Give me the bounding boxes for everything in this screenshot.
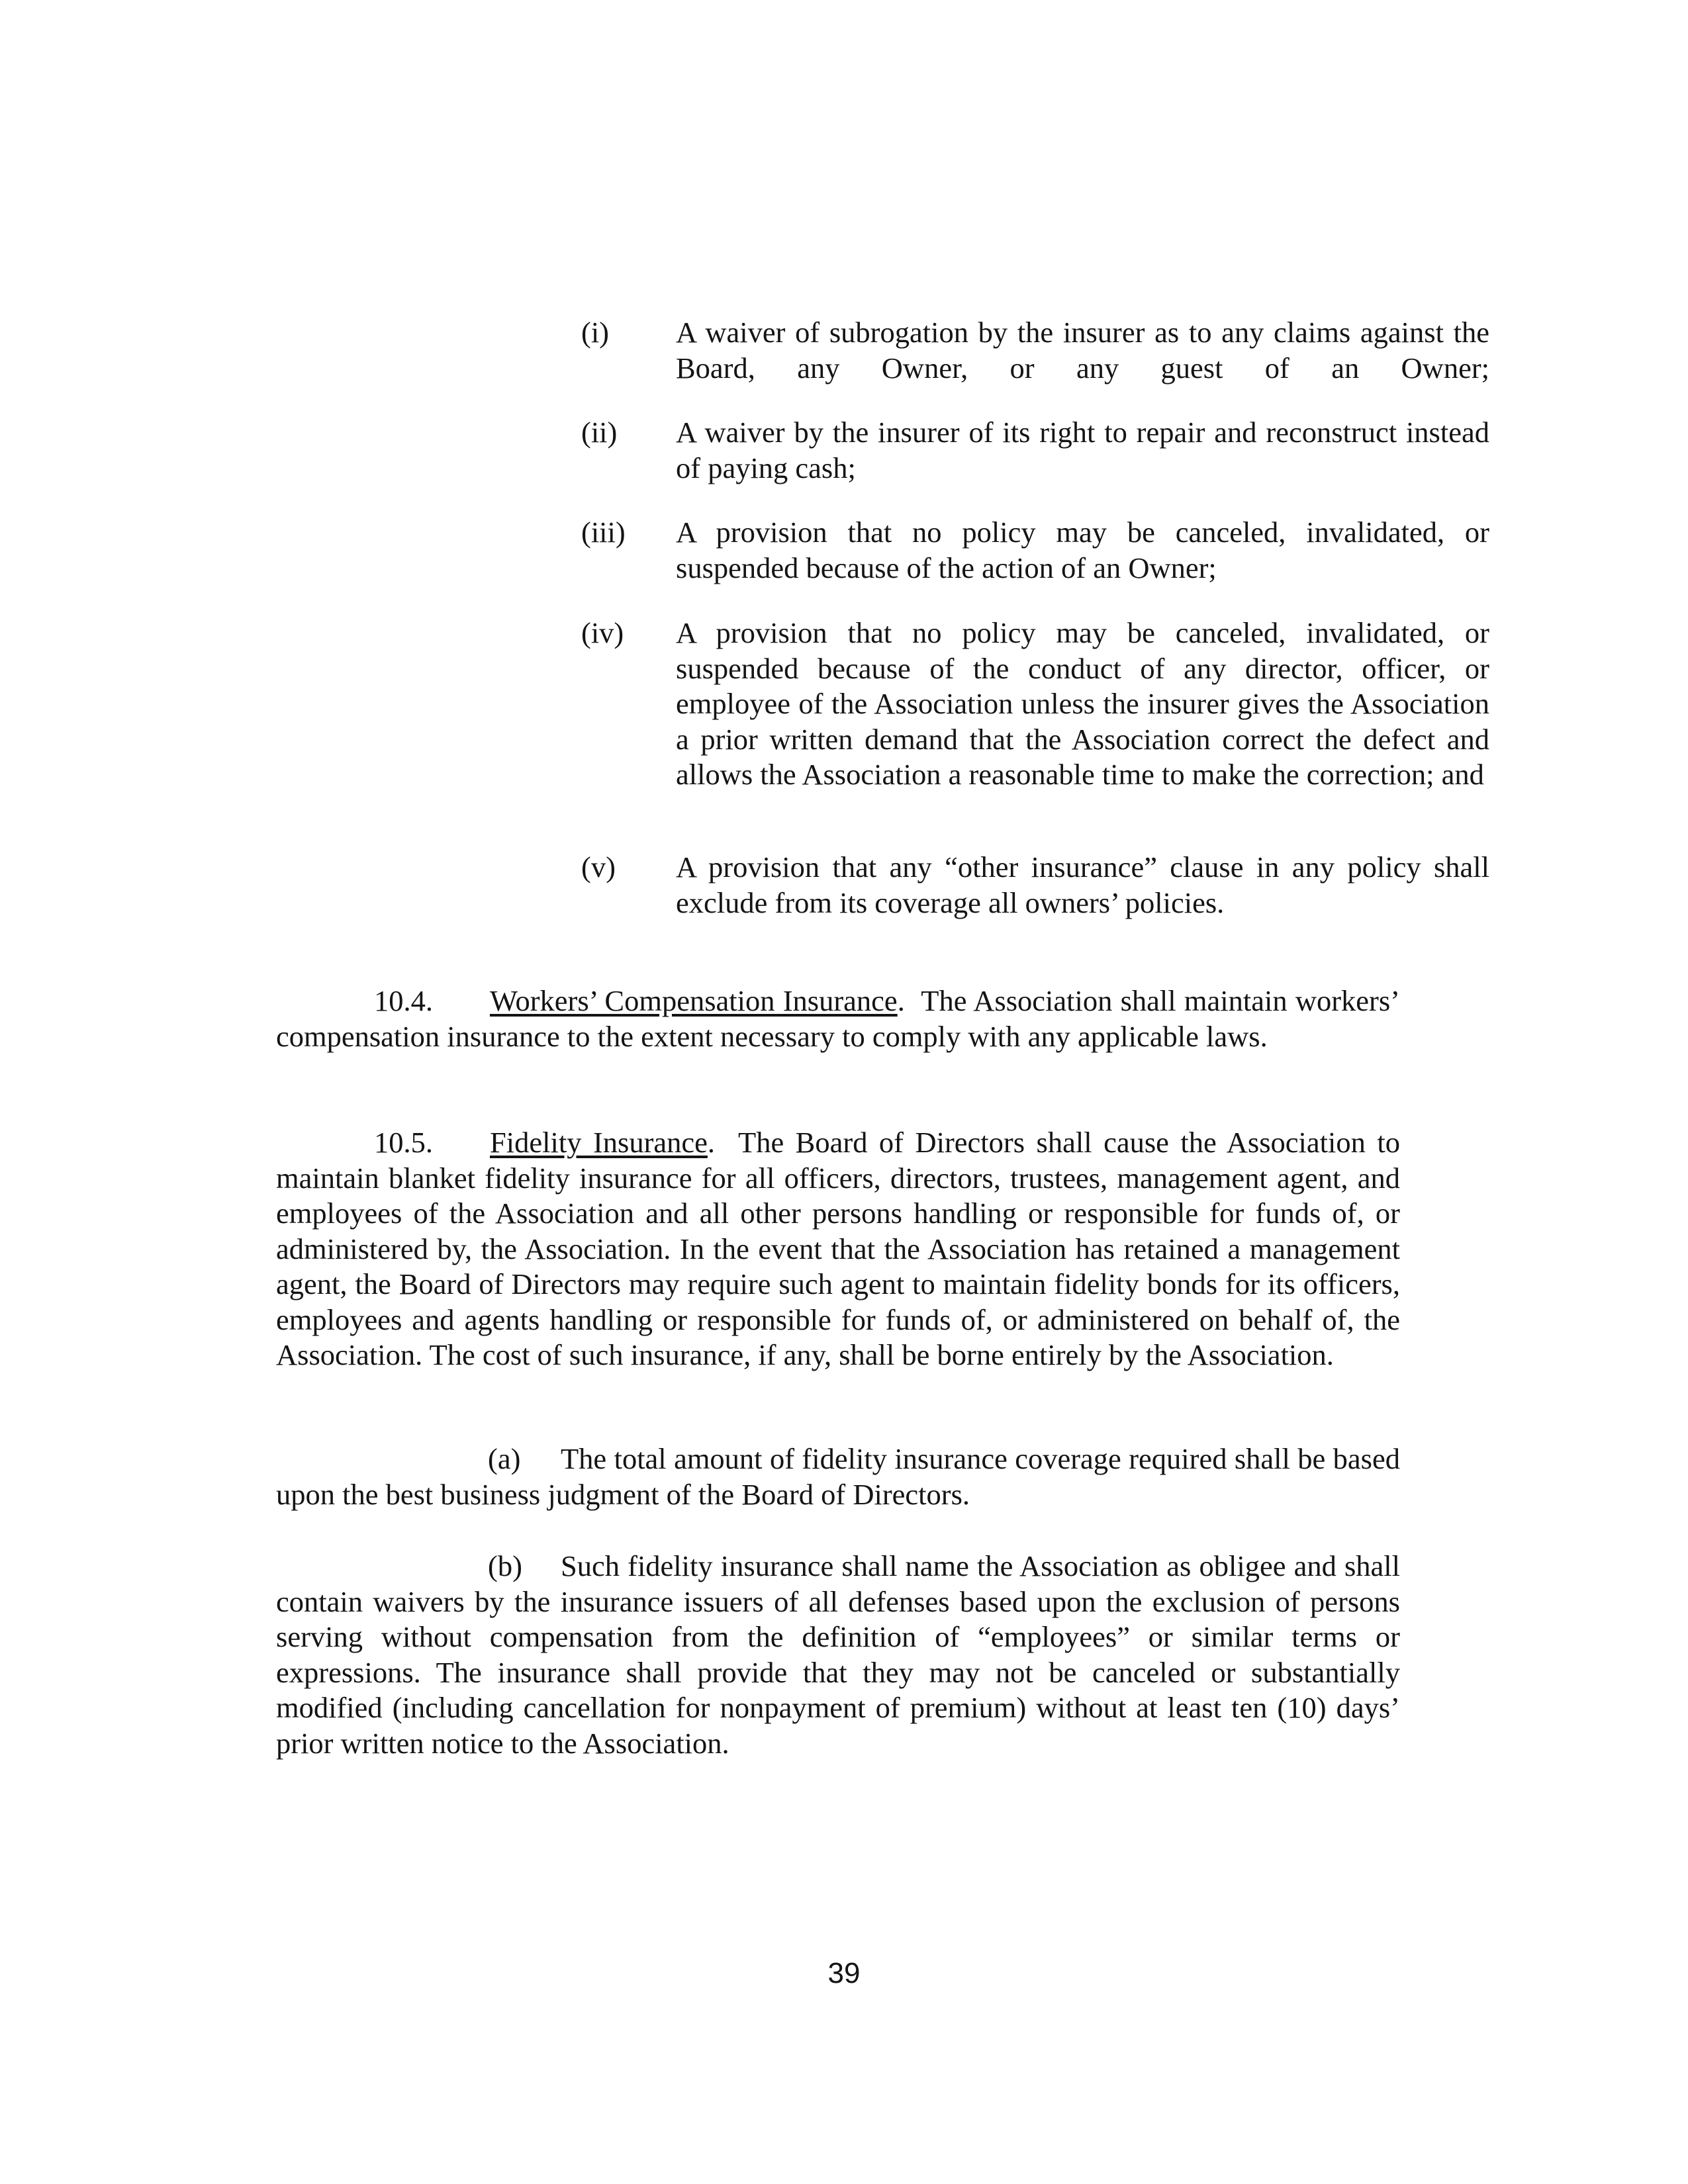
list-item-number: (ii) bbox=[581, 416, 618, 449]
list-item-text: A provision that no policy may be canceled, invalidated, or suspended because of the action of an Owner; bbox=[676, 516, 1489, 584]
list-item-number: (v) bbox=[581, 850, 616, 884]
subsection-text: Such fidelity insurance shall name the Association as obligee and shall contain waivers by the insurance issuers of all defenses based upon the exclusion of persons serving without compensation from the definition of “employees” or similar terms or expressions. The insurance shall provide that they may not be canceled or substantially modified (including cancellation for nonpayment of premium) without at least ten (10) days’ prior written notice to the Association. bbox=[276, 1549, 1400, 1760]
subsection-b bbox=[276, 1549, 1400, 1761]
section-text: The Association shall maintain workers’ compensation insurance to the extent necessary to comply with any applicable laws. bbox=[276, 984, 1400, 1053]
list-item-text: A provision that no policy may be canceled, invalidated, or suspended because of the conduct of any director, officer, or employee of the Association unless the insurer gives the Association a prior written demand that the Association correct the defect and allows the Association a reasonable time to make the correction; and bbox=[676, 616, 1489, 791]
list-item-text: A provision that any “other insurance” clause in any policy shall exclude from its coverage all owners’ policies. bbox=[676, 850, 1489, 919]
list-item-text: A waiver by the insurer of its right to repair and reconstruct instead of paying cash; bbox=[676, 416, 1489, 484]
section-10-5: 10.5. Fidelity Insurance. The Board of Directors shall cause the Association to maintain blanket fidelity insurance for all officers, directors, trustees, management agent, and employees of the Association and all other persons handling or responsible for funds of, or administered by, the Association. In the event that the Association has retained a management agent, the Board of Directors may require such agent to maintain fidelity bonds for its officers, employees and agents handling or responsible for funds of, or administered on behalf of, the Association. The cost of such insurance, if any, shall be borne entirely by the Association. bbox=[276, 1126, 1400, 1371]
subsection-text: The total amount of fidelity insurance coverage required shall be based upon the best business judgment of the Board of Directors. bbox=[276, 1442, 1400, 1511]
section-title: Workers’ Compensation Insurance bbox=[490, 984, 898, 1017]
list-item-i bbox=[581, 315, 1489, 386]
section-number: 10.4. bbox=[374, 984, 433, 1017]
page-number: 39 bbox=[827, 1957, 861, 1989]
list-item-v bbox=[581, 850, 1489, 921]
list-item-number: (iv) bbox=[581, 616, 624, 649]
list-item-text: A waiver of subrogation by the insurer as to any claims against the Board, any Owner, or any guest of an Owner; bbox=[676, 316, 1489, 385]
subsection-a bbox=[276, 1441, 1400, 1512]
list-item-number: (i) bbox=[581, 316, 610, 349]
section-number: 10.5. bbox=[374, 1126, 433, 1159]
list-item-iv bbox=[581, 615, 1489, 793]
section-text: The Board of Directors shall cause the Association to maintain blanket fidelity insurance for all officers, directors, trustees, management agent, and employees of the Association and all other persons handling or responsible for funds of, or administered by, the Association. In the event that the Association has retained a management agent, the Board of Directors may require such agent to maintain fidelity bonds for its officers, employees and agents handling or responsible for funds of, or administered on behalf of, the Association. The cost of such insurance, if any, shall be borne entirely by the Association. bbox=[276, 1126, 1400, 1371]
subsection-number: (a) bbox=[488, 1442, 521, 1475]
subsection-number: (b) bbox=[488, 1549, 522, 1582]
list-item-iii bbox=[581, 515, 1489, 586]
list-item-number: (iii) bbox=[581, 516, 626, 549]
section-title: Fidelity Insurance bbox=[490, 1126, 708, 1159]
list-item-ii bbox=[581, 415, 1489, 486]
section-10-4: 10.4. Workers’ Compensation Insurance. The Association shall maintain workers’ compensation insurance to the extent necessary to comply with any applicable laws. bbox=[276, 984, 1400, 1053]
